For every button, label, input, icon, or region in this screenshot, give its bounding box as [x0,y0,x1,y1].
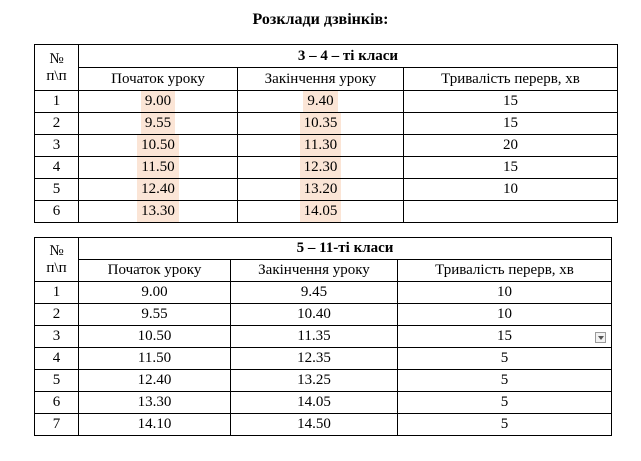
start-time: 11.50 [137,157,178,178]
start-time: 9.55 [79,304,231,326]
page-title: Розклади дзвінків: [252,11,389,28]
table-row [35,113,618,135]
break-duration: 5 [398,348,612,370]
column-header-end: Закінчення уроку [238,68,404,91]
end-time: 9.40 [303,91,337,112]
column-header-start: Початок уроку [79,68,238,91]
table-row [35,414,612,436]
row-number: 5 [35,370,79,392]
start-cell [79,113,238,135]
group-header: 3 – 4 – ті класи [79,45,618,68]
row-number: 7 [35,414,79,436]
column-header-end: Закінчення уроку [231,260,398,282]
end-time: 13.20 [300,179,342,200]
end-time: 10.40 [231,304,398,326]
row-number: 3 [35,135,79,157]
row-number: 5 [35,179,79,201]
break-duration [404,201,618,223]
break-duration: 20 [404,135,618,157]
row-number: 1 [35,91,79,113]
end-time: 14.50 [231,414,398,436]
schedule-table-grades-5-11 [34,237,612,436]
start-cell [79,157,238,179]
table-row [35,326,612,348]
table-row [35,201,618,223]
break-duration: 5 [398,392,612,414]
column-header-break: Тривалість перерв, хв [404,68,618,91]
break-duration: 10 [404,179,618,201]
end-time: 11.35 [231,326,398,348]
end-time: 14.05 [231,392,398,414]
dropdown-arrow-icon[interactable] [595,332,606,343]
end-time: 9.45 [231,282,398,304]
start-time: 13.30 [137,201,179,222]
row-number: 3 [35,326,79,348]
start-cell [79,135,238,157]
table-row [35,370,612,392]
row-number: 2 [35,304,79,326]
end-time: 10.35 [300,113,342,134]
row-number: 6 [35,201,79,223]
break-duration: 15 [404,113,618,135]
end-cell [238,91,404,113]
end-time: 12.30 [300,157,342,178]
row-number: 1 [35,282,79,304]
break-duration: 15 [404,91,618,113]
start-time: 12.40 [137,179,179,200]
start-time: 14.10 [79,414,231,436]
start-time: 10.50 [79,326,231,348]
row-number: 6 [35,392,79,414]
group-header: 5 – 11-ті класи [79,238,612,260]
row-number: 4 [35,157,79,179]
row-number: 2 [35,113,79,135]
number-header: № п\п [35,45,79,91]
start-time: 9.55 [141,113,175,134]
table-row [35,282,612,304]
break-duration: 5 [398,370,612,392]
start-time: 11.50 [79,348,231,370]
end-time: 14.05 [300,201,342,222]
column-header-start: Початок уроку [79,260,231,282]
table-row [35,304,612,326]
start-time: 9.00 [79,282,231,304]
end-cell [238,113,404,135]
start-cell [79,201,238,223]
start-time: 12.40 [79,370,231,392]
row-number: 4 [35,348,79,370]
table-row [35,135,618,157]
number-header: № п\п [35,238,79,282]
start-cell [79,91,238,113]
break-duration: 10 [398,304,612,326]
start-time: 9.00 [141,91,175,112]
start-time: 10.50 [137,135,179,156]
start-time: 13.30 [79,392,231,414]
break-duration: 5 [398,414,612,436]
end-cell [238,201,404,223]
end-time: 13.25 [231,370,398,392]
table-row [35,157,618,179]
break-duration: 15 [404,157,618,179]
end-cell [238,179,404,201]
table-row [35,179,618,201]
end-cell [238,135,404,157]
end-cell [238,157,404,179]
start-cell [79,179,238,201]
column-header-break: Тривалість перерв, хв [398,260,612,282]
end-time: 11.30 [300,135,341,156]
table-row [35,91,618,113]
table-row [35,348,612,370]
schedule-table-grades-3-4 [34,44,618,223]
break-duration: 15 [398,326,612,348]
break-duration: 10 [398,282,612,304]
end-time: 12.35 [231,348,398,370]
table-row [35,392,612,414]
